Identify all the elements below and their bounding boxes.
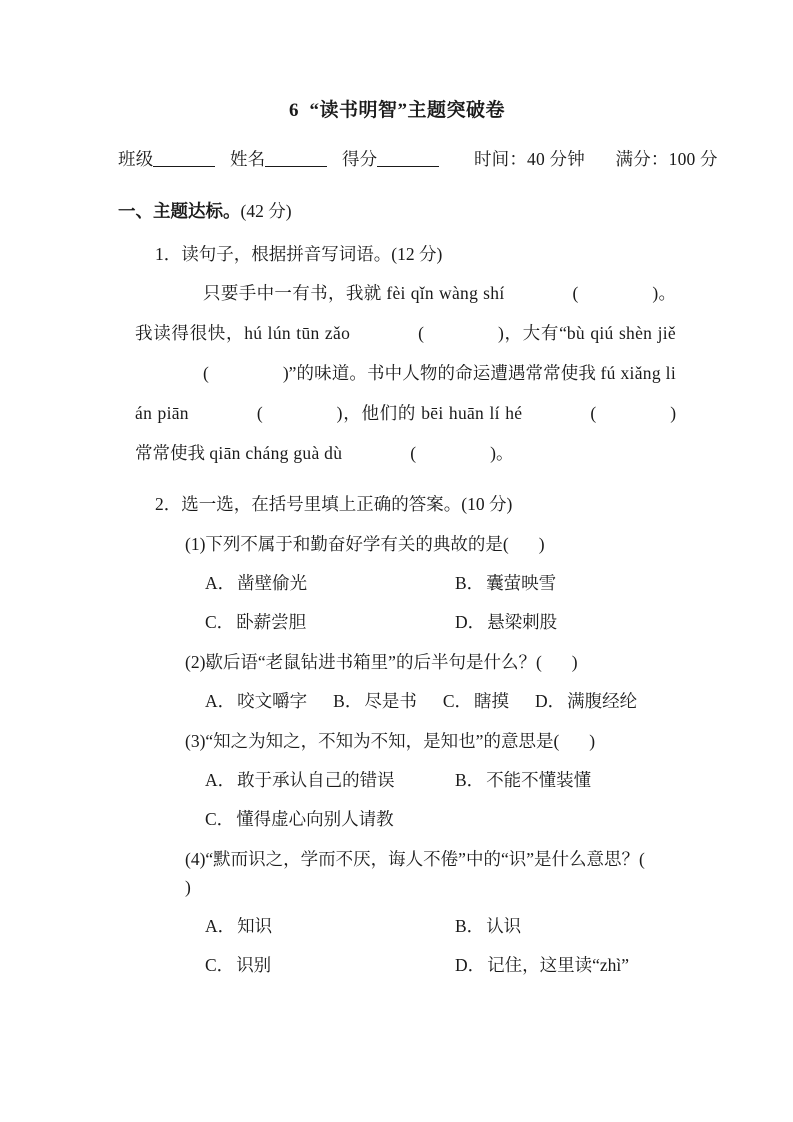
question-1 bbox=[118, 241, 676, 474]
sub-1-text: 下列不属于和勤奋好学有关的典故的是 bbox=[205, 533, 503, 554]
option-c-text: 识别 bbox=[236, 954, 272, 975]
question-2-sub-2 bbox=[185, 648, 676, 715]
option-b-text: 尽是书 bbox=[364, 690, 417, 711]
sub-4-number: (4) bbox=[185, 848, 206, 869]
q1-text-2: 。我读得很快， bbox=[135, 283, 676, 344]
class-label: 班级 bbox=[118, 148, 154, 169]
time-limit: 时间：40 分钟 bbox=[473, 148, 585, 169]
sub-4-text: “默而识之，学而不厌，诲人不倦”中的“识”是什么意思？ bbox=[205, 848, 639, 869]
sub-2-answer-blank[interactable]: ( ) bbox=[535, 651, 578, 672]
option-d-text: 满腹经纶 bbox=[567, 690, 638, 711]
name-label: 姓名 bbox=[229, 148, 266, 169]
option-d[interactable] bbox=[455, 608, 676, 636]
option-a-text: 知识 bbox=[237, 915, 273, 936]
q1-text-1: 只要手中一有书，我就 bbox=[203, 283, 387, 304]
sub-3-answer-blank[interactable]: ( ) bbox=[553, 730, 596, 751]
section-heading bbox=[118, 198, 676, 224]
option-c-text: 瞎摸 bbox=[474, 690, 510, 711]
option-a[interactable] bbox=[205, 912, 455, 940]
sub-3-text: “知之为知之，不知为不知，是知也”的意思是 bbox=[205, 730, 554, 751]
option-b[interactable] bbox=[333, 687, 417, 715]
q1-pinyin-6: qiān cháng guà dù bbox=[209, 442, 343, 463]
class-blank[interactable] bbox=[153, 166, 215, 167]
q1-text-5: ，他们的 bbox=[342, 402, 422, 423]
option-b[interactable] bbox=[455, 766, 676, 794]
section-score: (42 分) bbox=[240, 200, 292, 221]
q1-text-7: 。 bbox=[495, 442, 514, 463]
option-a-text: 敢于承认自己的错误 bbox=[237, 769, 395, 790]
sub-1-number: (1) bbox=[185, 533, 206, 554]
question-2-sub-3-options bbox=[205, 766, 676, 833]
name-blank[interactable] bbox=[265, 166, 327, 167]
question-2-sub-4-options bbox=[205, 912, 676, 979]
option-b-letter: B． bbox=[455, 572, 485, 593]
option-b[interactable] bbox=[455, 569, 676, 597]
option-c-letter: C． bbox=[205, 954, 235, 975]
question-2-sub-3 bbox=[185, 727, 676, 833]
question-2-sub-1-stem bbox=[185, 530, 676, 558]
option-d-letter: D． bbox=[455, 954, 486, 975]
section-label: 一、主题达标。 bbox=[118, 200, 241, 221]
q1-pinyin-5: bēi huān lí hé bbox=[421, 402, 523, 423]
q1-pinyin-2: hú lún tūn zǎo bbox=[244, 323, 351, 344]
q1-text-4: ”的味道。书中人物的命运遭遇常常使我 bbox=[288, 363, 601, 384]
option-a-letter: A． bbox=[205, 915, 236, 936]
option-b-text: 认识 bbox=[486, 915, 522, 936]
question-2-sub-4 bbox=[185, 845, 676, 979]
q1-text-6: 常常使我 bbox=[135, 442, 210, 463]
sub-1-answer-blank[interactable]: ( ) bbox=[502, 533, 545, 554]
page-title: 6 “读书明智”主题突破卷 bbox=[288, 100, 505, 121]
score-field bbox=[342, 146, 449, 172]
class-field bbox=[118, 146, 225, 172]
option-d[interactable] bbox=[455, 951, 676, 979]
option-b-text: 囊萤映雪 bbox=[486, 572, 557, 593]
option-d[interactable] bbox=[535, 687, 637, 715]
option-d-letter: D． bbox=[455, 611, 486, 632]
option-a-text: 凿壁偷光 bbox=[237, 572, 308, 593]
option-b[interactable] bbox=[455, 912, 676, 940]
sub-2-number: (2) bbox=[185, 651, 206, 672]
sub-3-number: (3) bbox=[185, 730, 206, 751]
q1-text-3: ，大有“ bbox=[503, 323, 567, 344]
option-c-text: 懂得虚心向别人请教 bbox=[236, 808, 394, 829]
option-c-letter: C． bbox=[205, 808, 235, 829]
option-b-letter: B． bbox=[455, 769, 485, 790]
option-a-text: 咬文嚼字 bbox=[237, 690, 308, 711]
option-b-letter: B． bbox=[455, 915, 485, 936]
question-2-sub-4-stem bbox=[185, 845, 676, 901]
question-2-sub-1-options bbox=[205, 569, 676, 636]
question-2-stem: 2．选一选，在括号里填上正确的答案。(10 分) bbox=[155, 493, 513, 514]
option-d-letter: D． bbox=[535, 690, 566, 711]
option-c-letter: C． bbox=[205, 611, 235, 632]
sub-4-answer-blank[interactable]: () bbox=[185, 848, 645, 897]
q1-blank-6[interactable]: ( ) bbox=[410, 442, 496, 463]
option-b-letter: B． bbox=[333, 690, 363, 711]
question-2-sub-2-stem bbox=[185, 648, 676, 676]
option-d-text: 记住，这里读“zhì” bbox=[487, 954, 630, 975]
option-b-text: 不能不懂装懂 bbox=[486, 769, 592, 790]
option-d-text: 悬梁刺股 bbox=[487, 611, 558, 632]
q1-pinyin-3: bù qiú shèn jiě bbox=[566, 323, 676, 344]
total-score: 满分：100 分 bbox=[615, 148, 718, 169]
sub-2-text: 歇后语“老鼠钻进书箱里”的后半句是什么？ bbox=[205, 651, 536, 672]
option-a[interactable] bbox=[205, 766, 455, 794]
q1-blank-4[interactable]: ( ) bbox=[256, 402, 343, 423]
option-a[interactable] bbox=[205, 687, 307, 715]
option-c-text: 卧薪尝胆 bbox=[236, 611, 307, 632]
question-2-sub-2-options bbox=[205, 687, 676, 715]
q1-blank-1[interactable]: ( ) bbox=[572, 283, 659, 304]
page-content bbox=[118, 0, 718, 979]
option-c[interactable] bbox=[443, 687, 509, 715]
q1-blank-5[interactable]: ( ) bbox=[590, 402, 677, 423]
question-2 bbox=[118, 491, 676, 979]
score-blank[interactable] bbox=[377, 166, 439, 167]
q1-pinyin-4: fú xiǎng lián piān bbox=[135, 363, 676, 423]
option-c[interactable] bbox=[205, 951, 455, 979]
exam-info-line bbox=[118, 146, 718, 172]
question-2-sub-3-stem bbox=[185, 727, 676, 755]
q1-blank-2[interactable]: ( ) bbox=[418, 323, 504, 344]
q1-blank-3[interactable]: ( ) bbox=[203, 363, 289, 384]
option-c[interactable] bbox=[205, 805, 455, 833]
name-field bbox=[230, 146, 337, 172]
q1-pinyin-1: fèi qǐn wàng shí bbox=[386, 283, 505, 304]
option-c-letter: C． bbox=[442, 690, 473, 711]
option-a-letter: A． bbox=[205, 769, 236, 790]
option-a[interactable] bbox=[205, 569, 455, 597]
option-c[interactable] bbox=[205, 608, 455, 636]
question-1-body bbox=[135, 274, 676, 473]
option-a-letter: A． bbox=[205, 690, 236, 711]
question-2-sub-1 bbox=[185, 530, 676, 636]
question-1-stem: 1．读句子，根据拼音写词语。(12 分) bbox=[155, 244, 443, 265]
score-label: 得分 bbox=[341, 148, 378, 169]
option-a-letter: A． bbox=[205, 572, 236, 593]
